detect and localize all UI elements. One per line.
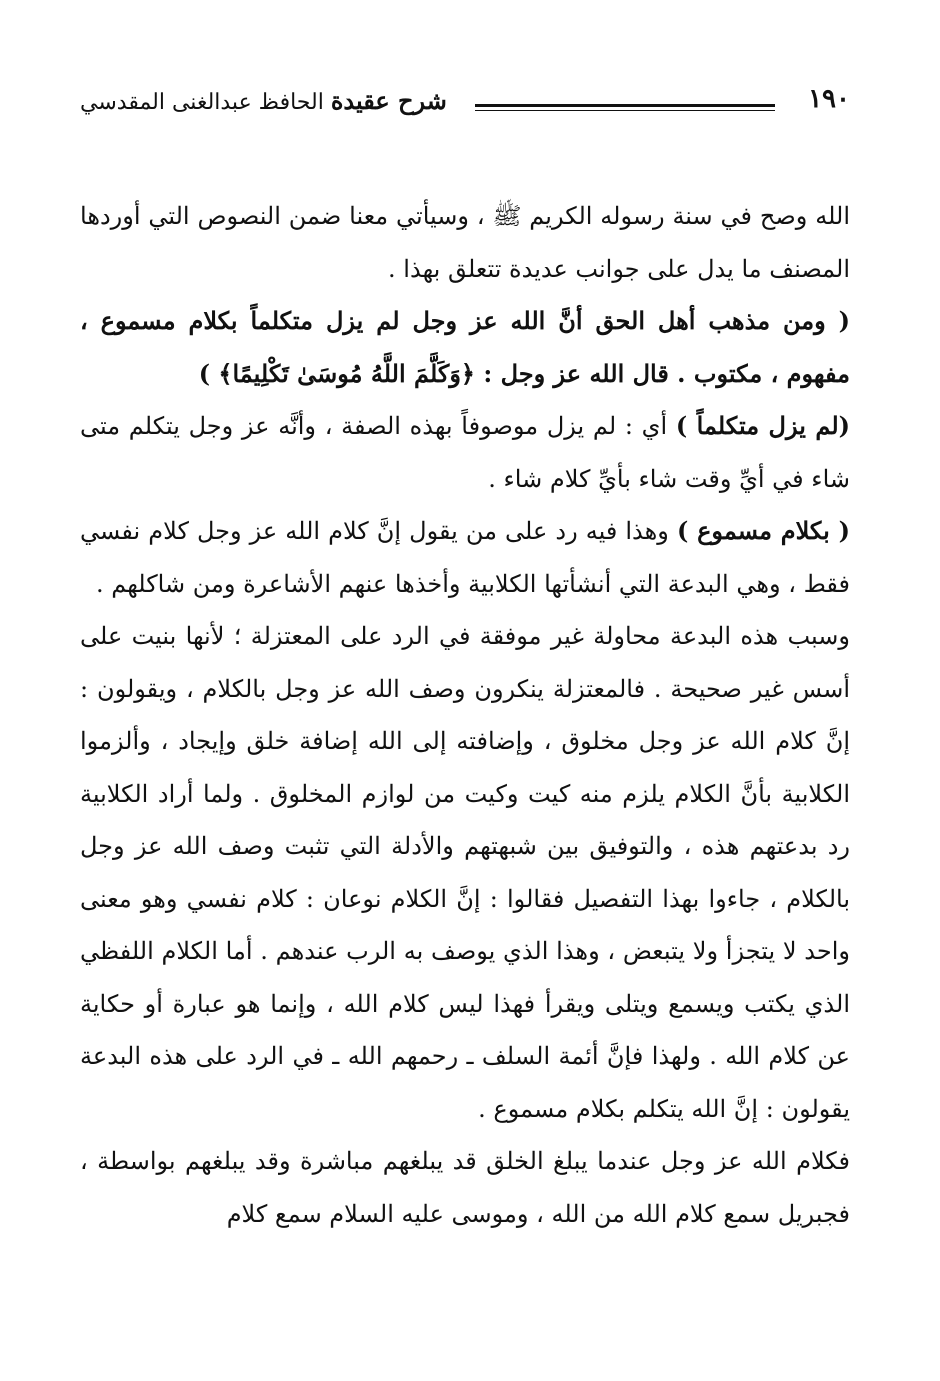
header-rule (475, 104, 775, 107)
running-title (80, 86, 447, 115)
paragraph-3 (80, 400, 850, 505)
paragraph-3-lead: (لم يزل متكلماً ) (675, 411, 850, 440)
paragraph-4 (80, 505, 850, 610)
paragraph-6: فكلام الله عز وجل عندما يبلغ الخلق قد يبلغهم مباشرة وقد يبلغهم بواسطة ، فجبريل سمع كلام الله من الله ، وموسى عليه السلام سمع كلام (80, 1147, 851, 1228)
paragraph-3-rest: أي : لم يزل موصوفاً بهذه الصفة ، وأنَّه عز وجل يتكلم متى شاء في أيِّ وقت شاء بأيِّ كلام شاء . (80, 412, 850, 493)
paragraph-5: وسبب هذه البدعة محاولة غير موفقة في الرد على المعتزلة ؛ لأنها بنيت على أسس غير صحيحة . فالمعتزلة ينكرون وصف الله عز وجل بالكلام ، ويقولون : إنَّ كلام الله عز وجل مخلوق ، وإضافته إلى الله إضافة خلق وإيجاد ، وألزموا الكلابية بأنَّ الكلام يلزم منه كيت وكيت من لوازم المخلوق . ولما أراد الكلابية رد بدعتهم هذه ، والتوفيق بين شبهتهم والأدلة التي تثبت وصف الله عز وجل بالكلام ، جاءوا بهذا التفصيل فقالوا : إنَّ الكلام نوعان : كلام نفسي وهو معنى واحد لا يتجزأ ولا يتبعض ، وهذا الذي يوصف به الرب عندهم . أما الكلام اللفظي الذي يكتب ويسمع ويتلى ويقرأ فهذا ليس كلام الله ، وإنما هو عبارة أو حكاية عن كلام الله . ولهذا فإنَّ أئمة السلف ـ رحمهم الله ـ في الرد على هذه البدعة يقولون : إنَّ الله يتكلم بكلام مسموع . (80, 622, 851, 1123)
running-title-bold: شرح عقيدة (330, 86, 447, 115)
paragraph-2-quote: ( ومن مذهب أهل الحق أنَّ الله عز وجل لم يزل متكلماً بكلام مسموع ، مفهوم ، مكتوب . قال الله عز وجل : ﴿وَكَلَّمَ اللَّهُ مُوسَىٰ تَكْلِيمًا﴾ ) (80, 306, 850, 388)
paragraph-1: الله وصح في سنة رسوله الكريم ﷺ ، وسيأتي معنا ضمن النصوص التي أوردها المصنف ما يدل على جوانب عديدة تتعلق بهذا . (80, 202, 850, 283)
body-text (80, 190, 850, 1240)
page-header (80, 80, 850, 130)
running-title-rest: الحافظ عبدالغنى المقدسي (80, 90, 324, 115)
paragraph-4-rest: وهذا فيه رد على من يقول إنَّ كلام الله عز وجل كلام نفسي فقط ، وهي البدعة التي أنشأتها الكلابية وأخذها عنهم الأشاعرة ومن شاكلهم . (80, 517, 850, 598)
paragraph-4-lead: ( بكلام مسموع ) (676, 516, 851, 545)
page-number: ١٩٠ (808, 84, 850, 114)
